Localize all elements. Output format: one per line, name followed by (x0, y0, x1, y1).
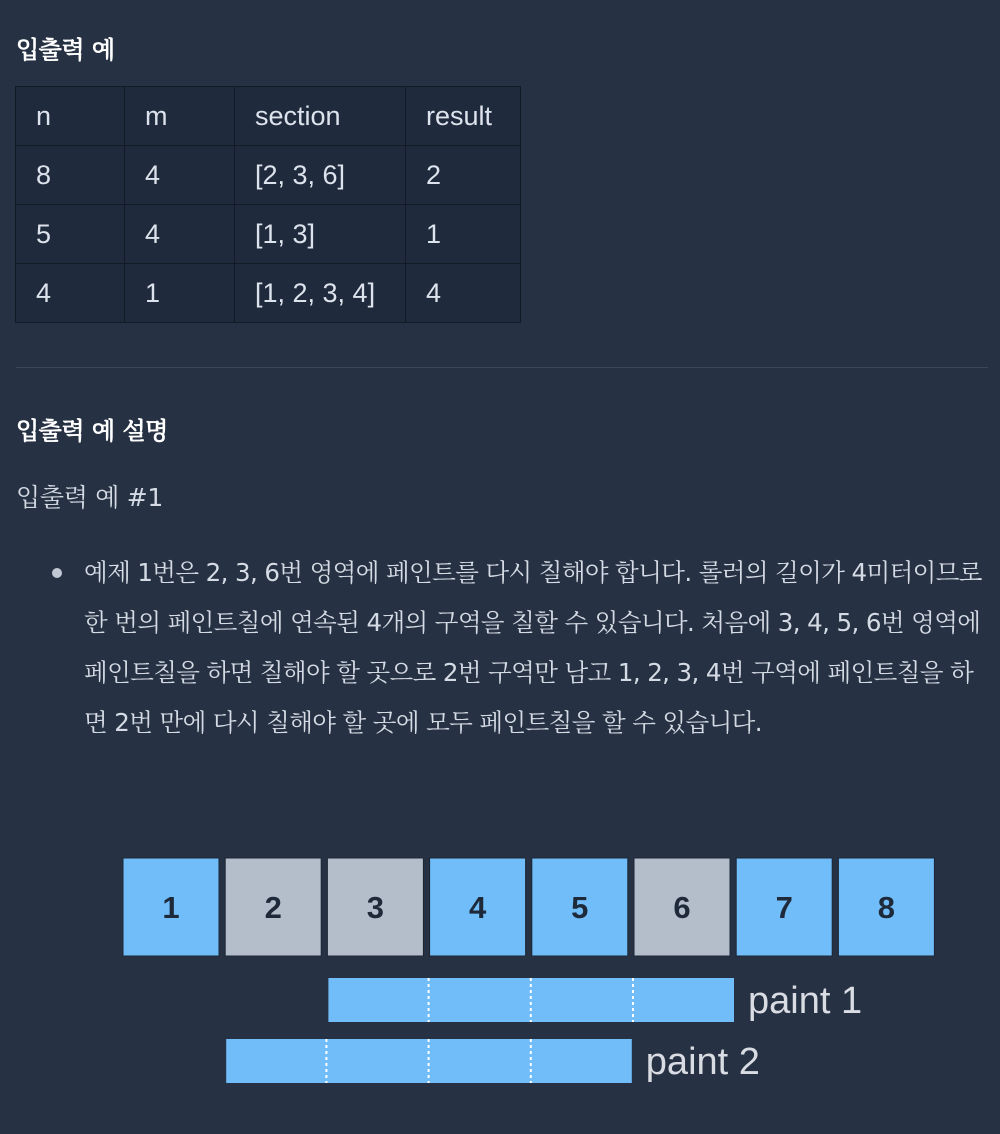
paint-label-1: paint 1 (748, 980, 863, 1022)
section-cell-label: 8 (877, 890, 896, 925)
cell-n: 5 (16, 205, 125, 264)
column-header-n: n (16, 87, 125, 146)
list-item (0, 548, 1000, 748)
cell-result: 2 (406, 146, 521, 205)
cell-section: [1, 3] (235, 205, 406, 264)
section-cell-label: 1 (162, 890, 180, 925)
explanation-text: 예제 1번은 2, 3, 6번 영역에 페인트를 다시 칠해야 합니다. 롤러의 길이가 4미터이므로 한 번의 페인트칠에 연속된 4개의 구역을 칠할 수 있습니다. 처음에 3, 4, 5, 6번 영역에 페인트칠을 하면 칠해야 할 곳으로 2번 구역만 남고 1, 2, 3, 4번 구역에 페인트칠을 하면 2번 만에 다시 칠해야 할 곳에 모두 페인트칠을 할 수 있습니다. (84, 558, 982, 737)
cell-m: 1 (125, 264, 235, 323)
cell-result: 4 (406, 264, 521, 323)
column-header-result: result (406, 87, 521, 146)
table-header-row (16, 87, 521, 146)
table-row (16, 205, 521, 264)
cell-section: [1, 2, 3, 4] (235, 264, 406, 323)
section-cell-label: 6 (673, 890, 691, 925)
cell-m: 4 (125, 205, 235, 264)
paint-label-2: paint 2 (645, 1041, 760, 1083)
cell-n: 8 (16, 146, 125, 205)
table-row (16, 264, 521, 323)
cell-m: 4 (125, 146, 235, 205)
section-cell-label: 3 (366, 890, 385, 925)
column-header-section: section (235, 87, 406, 146)
table-row (16, 146, 521, 205)
column-header-m: m (125, 87, 235, 146)
cell-section: [2, 3, 6] (235, 146, 406, 205)
io-example-table (15, 86, 521, 323)
section-cell-label: 7 (775, 890, 793, 925)
section-cell-label: 2 (264, 890, 282, 925)
cell-result: 1 (406, 205, 521, 264)
cell-n: 4 (16, 264, 125, 323)
io-example-heading: 입출력 예 (16, 36, 115, 64)
section-cell-label: 5 (571, 890, 589, 925)
section-cell-label: 4 (468, 890, 487, 925)
io-explanation-heading: 입출력 예 설명 (16, 417, 168, 445)
paint-diagram (0, 840, 1000, 1100)
bullet-dot (52, 568, 62, 578)
section-divider (16, 367, 988, 368)
example-1-title: 입출력 예 #1 (16, 483, 163, 512)
explanation-list (0, 548, 1000, 748)
